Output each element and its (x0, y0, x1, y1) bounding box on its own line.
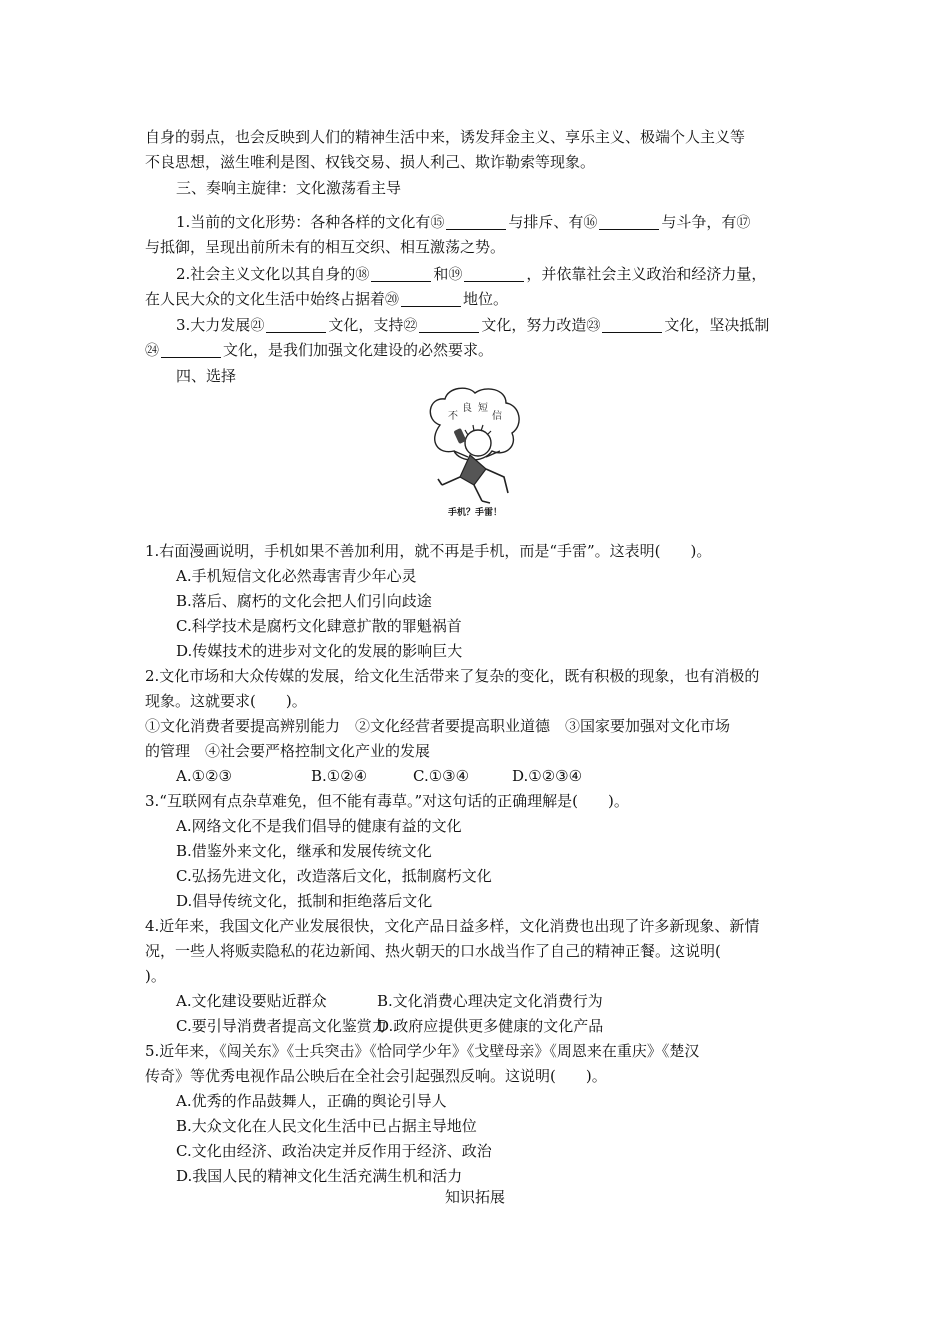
question-4-option[interactable]: A.文化建设要贴近群众 (176, 992, 327, 1010)
blank-21[interactable] (266, 317, 326, 333)
question-3-stem-line: 3.“互联网有点杂草难免，但不能有毒草。”对这句话的正确理解是( )。 (145, 792, 629, 810)
marker-17: ⑰ (736, 215, 751, 231)
blank-23[interactable] (602, 317, 662, 333)
question-5-stem-line: 5.近年来，《闯关东》《士兵突击》《恰同学少年》《戈壁母亲》《周恩来在重庆》《楚汉 (145, 1042, 700, 1060)
section-3-item-1-line-1 (176, 212, 750, 233)
intro-line-1: 自身的弱点，也会反映到人们的精神生活中来，诱发拜金主义、享乐主义、极端个人主义等 (145, 128, 746, 146)
question-1-stem-line: 1.右面漫画说明，手机如果不善加利用，就不再是手机，而是“手雷”。这表明( )。 (145, 542, 712, 560)
question-3-option[interactable]: D.倡导传统文化，抵制和拒绝落后文化 (176, 892, 433, 910)
text: 文化，是我们加强文化建设的必然要求。 (223, 341, 494, 359)
marker-21: ㉑ (250, 318, 265, 334)
question-4-stem-line: )。 (145, 967, 166, 985)
question-4-option[interactable]: B.文化消费心理决定文化消费行为 (377, 992, 603, 1010)
question-1-option[interactable]: C.科学技术是腐朽文化肆意扩散的罪魁祸首 (176, 617, 462, 635)
cartoon-illustration (420, 385, 530, 517)
question-1-option[interactable]: A.手机短信文化必然毒害青少年心灵 (176, 567, 417, 585)
text: 与斗争，有 (661, 213, 737, 231)
text: 文化，努力改造 (481, 316, 587, 334)
question-2-option[interactable]: D.①②③④ (512, 767, 583, 785)
cloud-char-2: 良 (462, 403, 472, 414)
cloud-char-3: 短 (478, 403, 488, 414)
blank-18[interactable] (371, 266, 431, 282)
cartoon-drawing (420, 385, 530, 517)
section-4-heading: 四、选择 (176, 367, 237, 385)
question-5-option[interactable]: B.大众文化在人民文化生活中已占据主导地位 (176, 1117, 477, 1135)
cloud-char-1: 不 (448, 411, 458, 422)
marker-18: ⑱ (355, 267, 370, 283)
question-2-stem-line: 的管理 ④社会要严格控制文化产业的发展 (145, 742, 431, 760)
question-5-option[interactable]: C.文化由经济、政治决定并反作用于经济、政治 (176, 1142, 492, 1160)
section-3-item-3-line-1 (176, 315, 769, 336)
blank-24[interactable] (161, 342, 221, 358)
marker-23: ㉓ (586, 318, 601, 334)
question-2-option[interactable]: A.①②③ (176, 767, 232, 785)
question-2-stem-line: ①文化消费者要提高辨别能力 ②文化经营者要提高职业道德 ③国家要加强对文化市场 (145, 717, 731, 735)
question-4-stem-line: 4.近年来，我国文化产业发展很快，文化产品日益多样，文化消费也出现了许多新现象、新情 (145, 917, 760, 935)
text: 文化，支持 (328, 316, 404, 334)
question-4-stem-line: 况，一些人将贩卖隐私的花边新闻、热火朝天的口水战当作了自己的精神正餐。这说明( (145, 942, 721, 960)
question-5-option[interactable]: D.我国人民的精神文化生活充满生机和活力 (176, 1167, 463, 1185)
marker-16: ⑯ (583, 215, 598, 231)
marker-20: ⑳ (385, 292, 400, 308)
blank-20[interactable] (401, 291, 461, 307)
intro-line-2: 不良思想，滋生唯利是图、权钱交易、损人利己、欺诈勒索等现象。 (145, 153, 596, 171)
question-1-option[interactable]: B.落后、腐朽的文化会把人们引向歧途 (176, 592, 432, 610)
question-4-option[interactable]: C.要引导消费者提高文化鉴赏力 (176, 1017, 387, 1035)
text: 文化，坚决抵制 (664, 316, 770, 334)
text: 2.社会主义文化以其自身的 (176, 265, 356, 283)
section-3-item-3-line-2 (145, 340, 493, 361)
marker-15: ⑮ (430, 215, 445, 231)
question-3-option[interactable]: B.借鉴外来文化，继承和发展传统文化 (176, 842, 432, 860)
text: 1.当前的文化形势：各种各样的文化有 (176, 213, 431, 231)
marker-19: ⑲ (448, 267, 463, 283)
question-5-option[interactable]: A.优秀的作品鼓舞人，正确的舆论引导人 (176, 1092, 447, 1110)
section-3-heading: 三、奏响主旋律：文化激荡看主导 (176, 179, 402, 197)
question-2-stem-line: 现象。这就要求( )。 (145, 692, 307, 710)
footer-title: 知识拓展 (444, 1188, 505, 1206)
marker-22: ㉒ (403, 318, 418, 334)
blank-22[interactable] (419, 317, 479, 333)
question-2-stem-line: 2.文化市场和大众传媒的发展，给文化生活带来了复杂的变化，既有积极的现象，也有消极的 (145, 667, 760, 685)
text: 和 (433, 265, 449, 283)
blank-19[interactable] (464, 266, 524, 282)
blank-15[interactable] (446, 214, 506, 230)
section-3-item-2-line-2 (145, 289, 508, 310)
marker-24: ㉔ (145, 343, 159, 359)
cloud-char-4: 信 (492, 411, 502, 422)
question-1-option[interactable]: D.传媒技术的进步对文化的发展的影响巨大 (176, 642, 463, 660)
text: 在人民大众的文化生活中始终占据着 (145, 290, 386, 308)
question-2-option[interactable]: C.①③④ (413, 767, 470, 785)
text: 与排斥、有 (508, 213, 584, 231)
question-4-option[interactable]: D.政府应提供更多健康的文化产品 (377, 1017, 604, 1035)
question-3-option[interactable]: A.网络文化不是我们倡导的健康有益的文化 (176, 817, 462, 835)
question-3-option[interactable]: C.弘扬先进文化，改造落后文化，抵制腐朽文化 (176, 867, 492, 885)
question-2-option[interactable]: B.①②④ (311, 767, 368, 785)
section-3-item-1-line-2: 与抵御，呈现出前所未有的相互交织、相互激荡之势。 (145, 238, 506, 256)
text: 3.大力发展 (176, 316, 251, 334)
cartoon-caption: 手机？手雷！ (447, 507, 503, 517)
question-5-stem-line: 传奇》等优秀电视作品公映后在全社会引起强烈反响。这说明( )。 (145, 1067, 607, 1085)
blank-16[interactable] (599, 214, 659, 230)
text: 地位。 (463, 290, 509, 308)
text: ，并依靠社会主义政治和经济力量， (526, 265, 767, 283)
section-3-item-2-line-1 (176, 264, 766, 285)
